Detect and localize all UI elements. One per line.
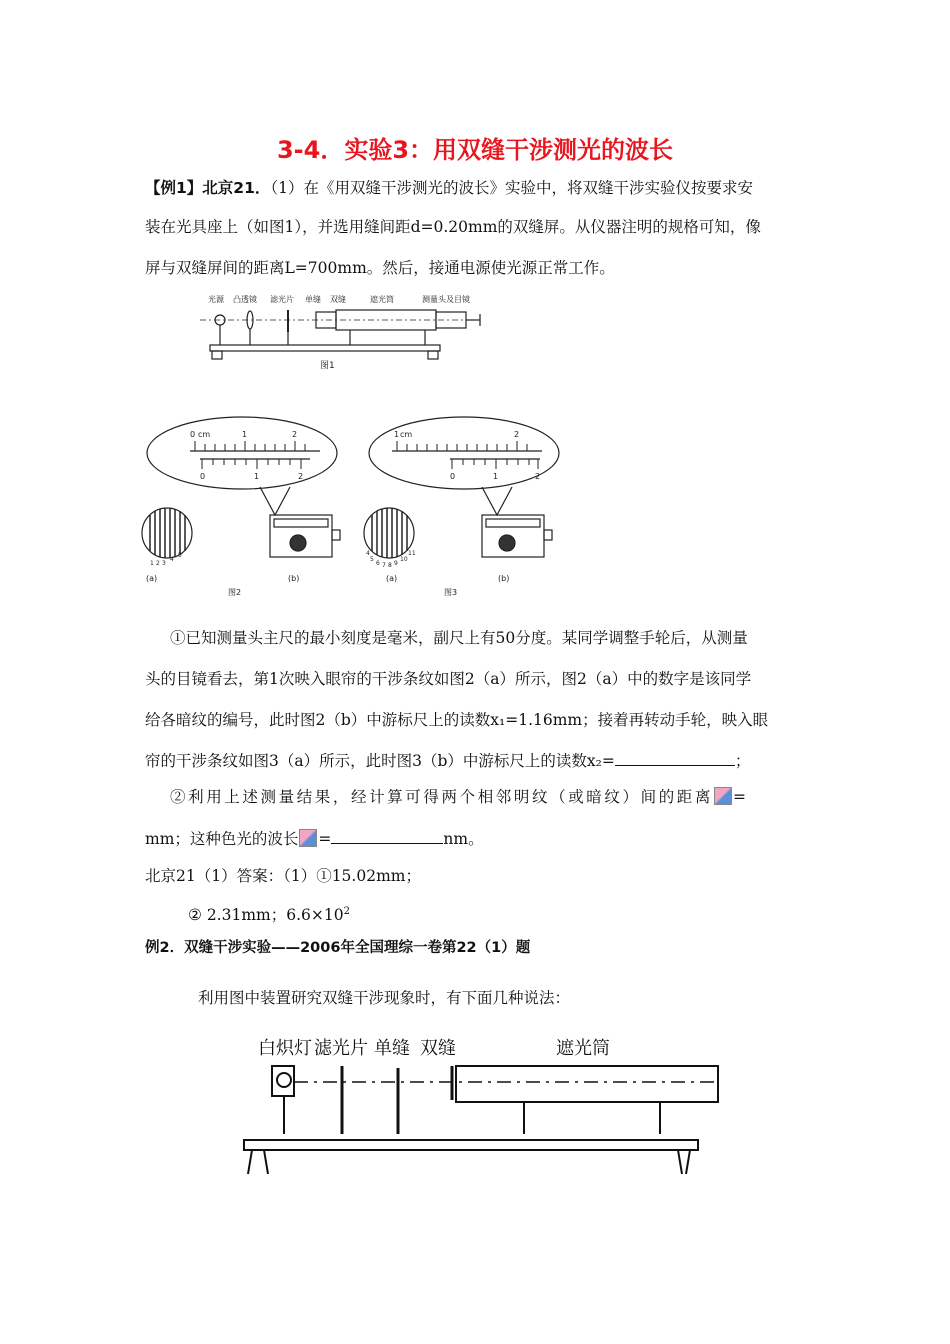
para5: ②利用上述测量结果，经计算可得两个相邻明纹（或暗纹）间的距离	[170, 788, 714, 806]
para3: 给各暗纹的编号，此时图2（b）中游标尺上的读数x₁=1.16mm；接着再转动手轮，映入眼	[145, 711, 769, 729]
fig2-sub-a: (a)	[146, 574, 158, 583]
example2-heading: 例2．双缝干涉实验——2006年全国理综一卷第22（1）题	[145, 940, 531, 956]
para6-b: nm。	[443, 830, 484, 848]
figure-example2	[238, 1030, 720, 1190]
fig-ex2-bulb	[277, 1073, 291, 1087]
answer2-sup: 2	[343, 906, 350, 917]
fig3-top-2: 2	[514, 430, 520, 439]
para1: ①已知测量头主尺的最小刻度是毫米，副尺上有50分度。某同学调整手轮后，从测量	[170, 629, 748, 647]
answer-line2	[188, 902, 808, 925]
para6-a: mm；这种色光的波长	[145, 830, 299, 848]
fig1-label-shade-tube: 遮光筒	[370, 295, 394, 304]
fig3-fringe-num-5: 5	[370, 556, 374, 563]
fig3-caption: 图3	[444, 588, 458, 597]
answer-blank-lambda[interactable]	[331, 829, 443, 844]
answer-line1: 北京21（1）答案：（1）①15.02mm；	[145, 867, 421, 885]
fig3-sub-b: (b)	[498, 574, 510, 583]
para4-end: ；	[734, 752, 751, 770]
fig-ex2-label-filter: 滤光片	[314, 1038, 368, 1059]
fig2-fringe-num-5: 5	[178, 552, 182, 559]
answer-blank-x2[interactable]	[615, 751, 735, 766]
fig3-fringe-num-9: 9	[394, 560, 398, 567]
fig2-sub-b: (b)	[288, 574, 300, 583]
fig1-rail	[210, 345, 440, 351]
fig1-label-measuring-head: 测量头及目镜	[422, 295, 470, 304]
fig2-fringe-num-2: 2	[156, 560, 160, 567]
fig-ex2-label-shade-tube: 遮光筒	[556, 1038, 610, 1059]
fig-ex2-rail	[244, 1140, 698, 1150]
fig2-top-cm: cm	[198, 430, 211, 439]
delta-x-formula-image	[714, 787, 732, 805]
fig2-bottom-0: 0	[200, 472, 206, 481]
fig3-bottom-2: 2	[535, 472, 541, 481]
fig2-bottom-2: 2	[298, 472, 304, 481]
fig3-fringe-num-11: 11	[408, 550, 416, 557]
fig3-top-cm: cm	[400, 430, 413, 439]
para4-line	[145, 751, 805, 771]
fig-ex2-label-lamp: 白炽灯	[258, 1038, 312, 1059]
fig2-top-1: 1	[242, 430, 248, 439]
fig3-sub-a: (a)	[386, 574, 398, 583]
figure-3	[362, 415, 567, 600]
figure-2	[140, 415, 345, 600]
example1-line1	[145, 178, 805, 198]
para6-line	[145, 829, 805, 849]
fig2-fringe-num-4: 4	[170, 556, 174, 563]
example1-line3: 屏与双缝屏间的距离L=700mm。然后，接通电源使光源正常工作。	[145, 259, 615, 277]
lambda-formula-image	[299, 829, 317, 847]
page-title: 3-4．实验3：用双缝干涉测光的波长	[276, 136, 674, 164]
fig3-fringe-num-10: 10	[400, 556, 408, 563]
fig3-top-1: 1	[394, 430, 400, 439]
figure-1	[200, 290, 500, 372]
para5-eq: =	[733, 788, 749, 806]
fig2-magnifier-bubble	[147, 417, 337, 489]
fig2-fringe-num-1: 1	[150, 560, 154, 567]
fig1-label-double-slit: 双缝	[330, 295, 346, 304]
example2-intro: 利用图中装置研究双缝干涉现象时，有下面几种说法：	[198, 989, 571, 1007]
para4: 帘的干涉条纹如图3（a）所示，此时图3（b）中游标尺上的读数x₂=	[145, 752, 615, 770]
example1-label: 【例1】北京21．	[145, 179, 271, 197]
example1-intro: （1）在《用双缝干涉测光的波长》实验中，将双缝干涉实验仪按要求安	[270, 179, 753, 197]
fig3-measuring-head	[482, 515, 544, 557]
fig3-bottom-1: 1	[493, 472, 499, 481]
fig1-label-lens: 凸透镜	[233, 295, 257, 304]
fig1-label-filter: 滤光片	[270, 295, 294, 304]
fig-ex2-tube	[456, 1066, 718, 1102]
answer2: ② 2.31mm；6.6×10	[188, 906, 344, 925]
para2: 头的目镜看去，第1次映入眼帘的干涉条纹如图2（a）所示，图2（a）中的数字是该同学	[145, 670, 752, 688]
fig2-bottom-1: 1	[254, 472, 260, 481]
fig2-top-2: 2	[292, 430, 298, 439]
fig1-label-light-source: 光源	[208, 295, 224, 304]
fig3-magnifier-bubble	[369, 417, 559, 489]
fig-ex2-label-single-slit: 单缝	[374, 1038, 410, 1059]
fig2-caption: 图2	[228, 588, 242, 597]
fig2-fringe-num-3: 3	[162, 560, 166, 567]
fig3-fringe-num-8: 8	[388, 562, 392, 569]
fig3-bottom-0: 0	[450, 472, 456, 481]
para6-eq: =	[318, 830, 332, 848]
fig1-caption: 图1	[320, 361, 335, 371]
fig3-fringe-num-7: 7	[382, 562, 386, 569]
fig1-label-single-slit: 单缝	[305, 295, 321, 304]
example1-line2: 装在光具座上（如图1），并选用缝间距d=0.20mm的双缝屏。从仪器注明的规格可知，像	[145, 218, 761, 236]
fig-ex2-label-double-slit: 双缝	[420, 1038, 456, 1059]
para5-line	[170, 787, 810, 807]
fig3-fringe-num-6: 6	[376, 560, 380, 567]
fig3-fringe-num-4: 4	[366, 550, 370, 557]
fig2-top-0: 0	[190, 430, 196, 439]
